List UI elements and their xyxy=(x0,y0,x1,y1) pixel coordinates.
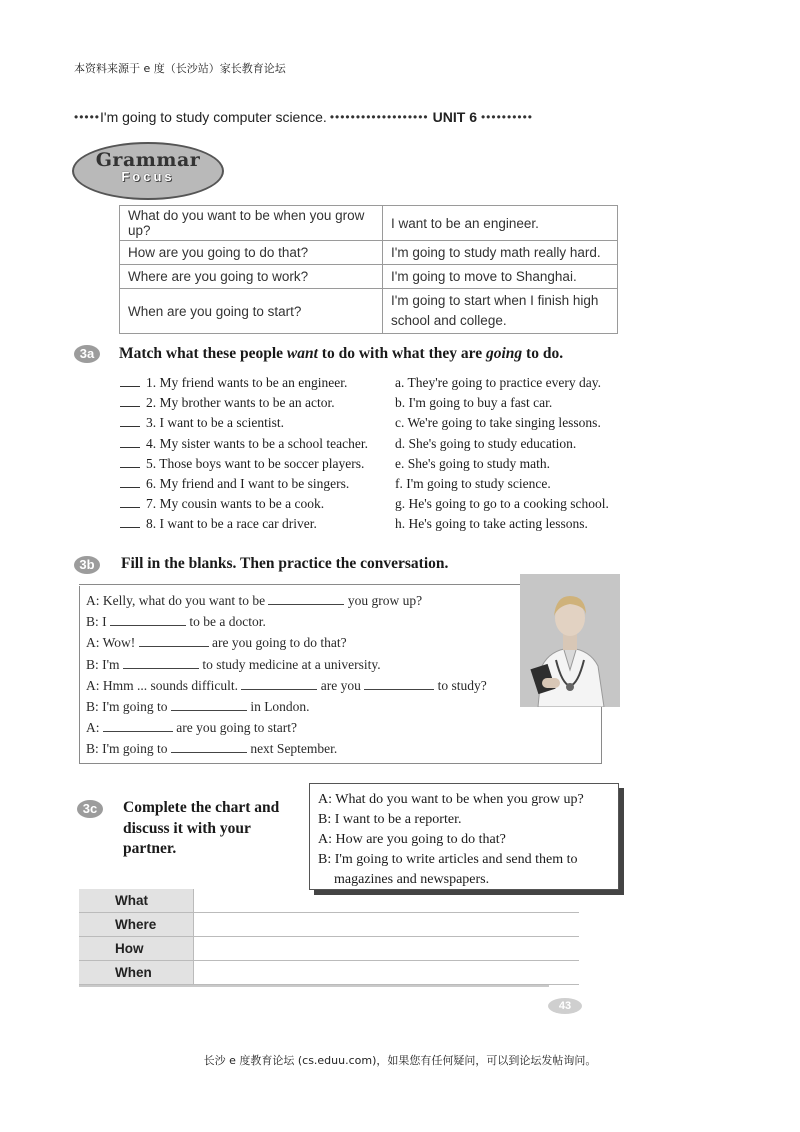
list-item: h. He's going to take acting lessons. xyxy=(395,516,588,532)
fill-blank[interactable] xyxy=(171,741,247,753)
fill-blank[interactable] xyxy=(268,593,344,605)
doctor-photo xyxy=(520,574,620,707)
chart-row-label: What xyxy=(79,889,193,912)
section-3b-badge: 3b xyxy=(74,556,100,574)
conversation-line xyxy=(86,632,487,653)
grammar-question: What do you want to be when you grow up? xyxy=(120,206,383,241)
example-dialogue-box xyxy=(309,783,619,890)
list-item xyxy=(120,474,368,494)
doctor-illustration xyxy=(520,574,620,707)
header-dots-mid: ••••••••••••••••••• xyxy=(329,110,429,124)
section-3c-title xyxy=(123,798,279,860)
section-3c-badge: 3c xyxy=(77,800,103,818)
header-dots-left: ••••• xyxy=(74,110,101,124)
line-text: are you going to start? xyxy=(176,720,297,736)
site-footer: 长沙 e 度教育论坛 (cs.eduu.com)，如果您有任何疑问，可以到论坛发帖询问。 xyxy=(203,1054,597,1067)
list-item: g. He's going to go to a cooking school. xyxy=(395,496,609,512)
list-item: d. She's going to study education. xyxy=(395,435,577,451)
example-line: A: What do you want to be when you grow up? xyxy=(318,792,584,807)
item-text: 6. My friend and I want to be singers. xyxy=(146,476,350,492)
grammar-question: When are you going to start? xyxy=(120,289,383,334)
list-item xyxy=(120,454,368,474)
grammar-question: How are you going to do that? xyxy=(120,241,383,265)
chart-row-label: Where xyxy=(79,913,193,936)
line-text: next September. xyxy=(250,741,338,757)
chart-row-label: How xyxy=(79,937,193,960)
grammar-table xyxy=(119,205,618,334)
fill-blank[interactable] xyxy=(139,635,209,647)
answer-blank[interactable] xyxy=(120,515,140,528)
line-text: in London. xyxy=(250,699,310,715)
list-item: e. She's going to study math. xyxy=(395,455,551,471)
chart-row-when xyxy=(79,961,579,985)
title-part: to do. xyxy=(522,345,564,362)
conversation-line xyxy=(86,590,487,611)
line-text: A: xyxy=(86,720,100,736)
table-row xyxy=(120,289,618,334)
line-text: to be a doctor. xyxy=(189,614,266,630)
item-text: 8. I want to be a race car driver. xyxy=(146,516,317,532)
chart-input-cell[interactable] xyxy=(193,913,579,936)
answer-blank[interactable] xyxy=(120,475,140,488)
grammar-focus-badge xyxy=(72,142,224,200)
answer-blank[interactable] xyxy=(120,414,140,427)
item-text: 2. My brother wants to be an actor. xyxy=(146,395,335,411)
title-part: to do with what they are xyxy=(317,345,486,362)
list-item: f. I'm going to study science. xyxy=(395,476,551,492)
section-3a-title xyxy=(119,345,563,363)
line-text: to study medicine at a university. xyxy=(202,656,381,672)
list-item xyxy=(120,393,368,413)
list-item xyxy=(120,514,368,534)
answer-blank[interactable] xyxy=(120,394,140,407)
fill-blank[interactable] xyxy=(241,678,317,690)
conversation-line xyxy=(86,654,487,675)
grammar-question: Where are you going to work? xyxy=(120,265,383,289)
unit-header xyxy=(74,106,644,128)
line-text: A: Hmm ... sounds difficult. xyxy=(86,677,239,693)
page-bottom-rule xyxy=(79,985,549,987)
conversation-line xyxy=(86,696,487,717)
title-line: partner. xyxy=(123,840,177,857)
unit-label: UNIT 6 xyxy=(432,109,477,125)
chart-input-cell[interactable] xyxy=(193,889,579,912)
list-item xyxy=(120,434,368,454)
conversation-line xyxy=(86,611,487,632)
table-row xyxy=(120,206,618,241)
section-3b-title: Fill in the blanks. Then practice the conversation. xyxy=(121,555,449,572)
unit-lesson-title: I'm going to study computer science. xyxy=(100,109,327,125)
chart-row-how xyxy=(79,937,579,961)
table-row xyxy=(120,241,618,265)
line-text: A: Wow! xyxy=(86,635,136,651)
conversation-line xyxy=(86,738,487,759)
line-text: A: Kelly, what do you want to be xyxy=(86,593,266,608)
line-text: are you xyxy=(320,677,361,693)
answer-blank[interactable] xyxy=(120,495,140,508)
line-text: are you going to do that? xyxy=(212,635,347,651)
conversation xyxy=(86,590,487,760)
grammar-answer: I'm going to study math really hard. xyxy=(383,241,618,265)
item-text: 7. My cousin wants to be a cook. xyxy=(146,496,325,512)
conversation-line xyxy=(86,675,487,696)
grammar-answer: I want to be an engineer. xyxy=(383,206,618,241)
title-line: Complete the chart and xyxy=(123,799,280,816)
chart-row-where xyxy=(79,913,579,937)
example-line: B: I'm going to write articles and send them to xyxy=(318,852,578,867)
fill-blank[interactable] xyxy=(171,699,247,711)
chart-row-label: When xyxy=(79,961,193,984)
plan-chart xyxy=(79,889,579,985)
grammar-answer: I'm going to move to Shanghai. xyxy=(383,265,618,289)
fill-blank[interactable] xyxy=(110,614,186,626)
fill-blank[interactable] xyxy=(103,720,173,732)
match-right-list xyxy=(395,373,609,535)
item-text: 3. I want to be a scientist. xyxy=(146,415,284,431)
example-line: A: How are you going to do that? xyxy=(318,832,506,847)
chart-input-cell[interactable] xyxy=(193,961,579,984)
list-item: b. I'm going to buy a fast car. xyxy=(395,395,553,411)
page-number: 43 xyxy=(548,998,582,1014)
line-text: to study? xyxy=(437,677,487,693)
title-emphasis: going xyxy=(485,345,523,362)
title-line: discuss it with your xyxy=(123,819,251,837)
header-dots-right: •••••••••• xyxy=(480,110,533,124)
list-item xyxy=(120,413,368,433)
grammar-badge-line1: Grammar xyxy=(95,149,201,171)
answer-blank[interactable] xyxy=(120,435,140,448)
line-text: B: I'm going to xyxy=(86,699,168,715)
example-line: magazines and newspapers. xyxy=(334,872,490,887)
fill-blank[interactable] xyxy=(364,678,434,690)
list-item: a. They're going to practice every day. xyxy=(395,375,601,390)
list-item xyxy=(120,373,368,393)
list-item xyxy=(120,494,368,514)
line-text: B: I'm xyxy=(86,656,120,672)
item-text: 1. My friend wants to be an engineer. xyxy=(146,375,348,390)
title-emphasis: want xyxy=(286,345,318,362)
title-part: Match what these people xyxy=(119,345,287,362)
chart-input-cell[interactable] xyxy=(193,937,579,960)
answer-blank[interactable] xyxy=(120,374,140,387)
line-text: you grow up? xyxy=(347,593,423,608)
grammar-answer: I'm going to start when I finish high school and college. xyxy=(383,289,618,334)
site-header: 本资料来源于 e 度（长沙站）家长教育论坛 xyxy=(74,62,286,75)
fill-blank[interactable] xyxy=(123,657,199,669)
chart-row-what xyxy=(79,889,579,913)
table-row xyxy=(120,265,618,289)
item-text: 5. Those boys want to be soccer players. xyxy=(146,455,365,471)
list-item: c. We're going to take singing lessons. xyxy=(395,415,601,431)
item-text: 4. My sister wants to be a school teacher. xyxy=(146,435,368,451)
line-text: B: I'm going to xyxy=(86,741,168,757)
conversation-line xyxy=(86,717,487,738)
line-text: B: I xyxy=(86,614,107,630)
match-left-list xyxy=(120,373,368,535)
example-line: B: I want to be a reporter. xyxy=(318,812,462,827)
section-3a-badge: 3a xyxy=(74,345,100,363)
answer-blank[interactable] xyxy=(120,455,140,468)
grammar-badge-line2: Focus xyxy=(121,169,175,184)
conversation-box-top-border xyxy=(79,584,520,585)
